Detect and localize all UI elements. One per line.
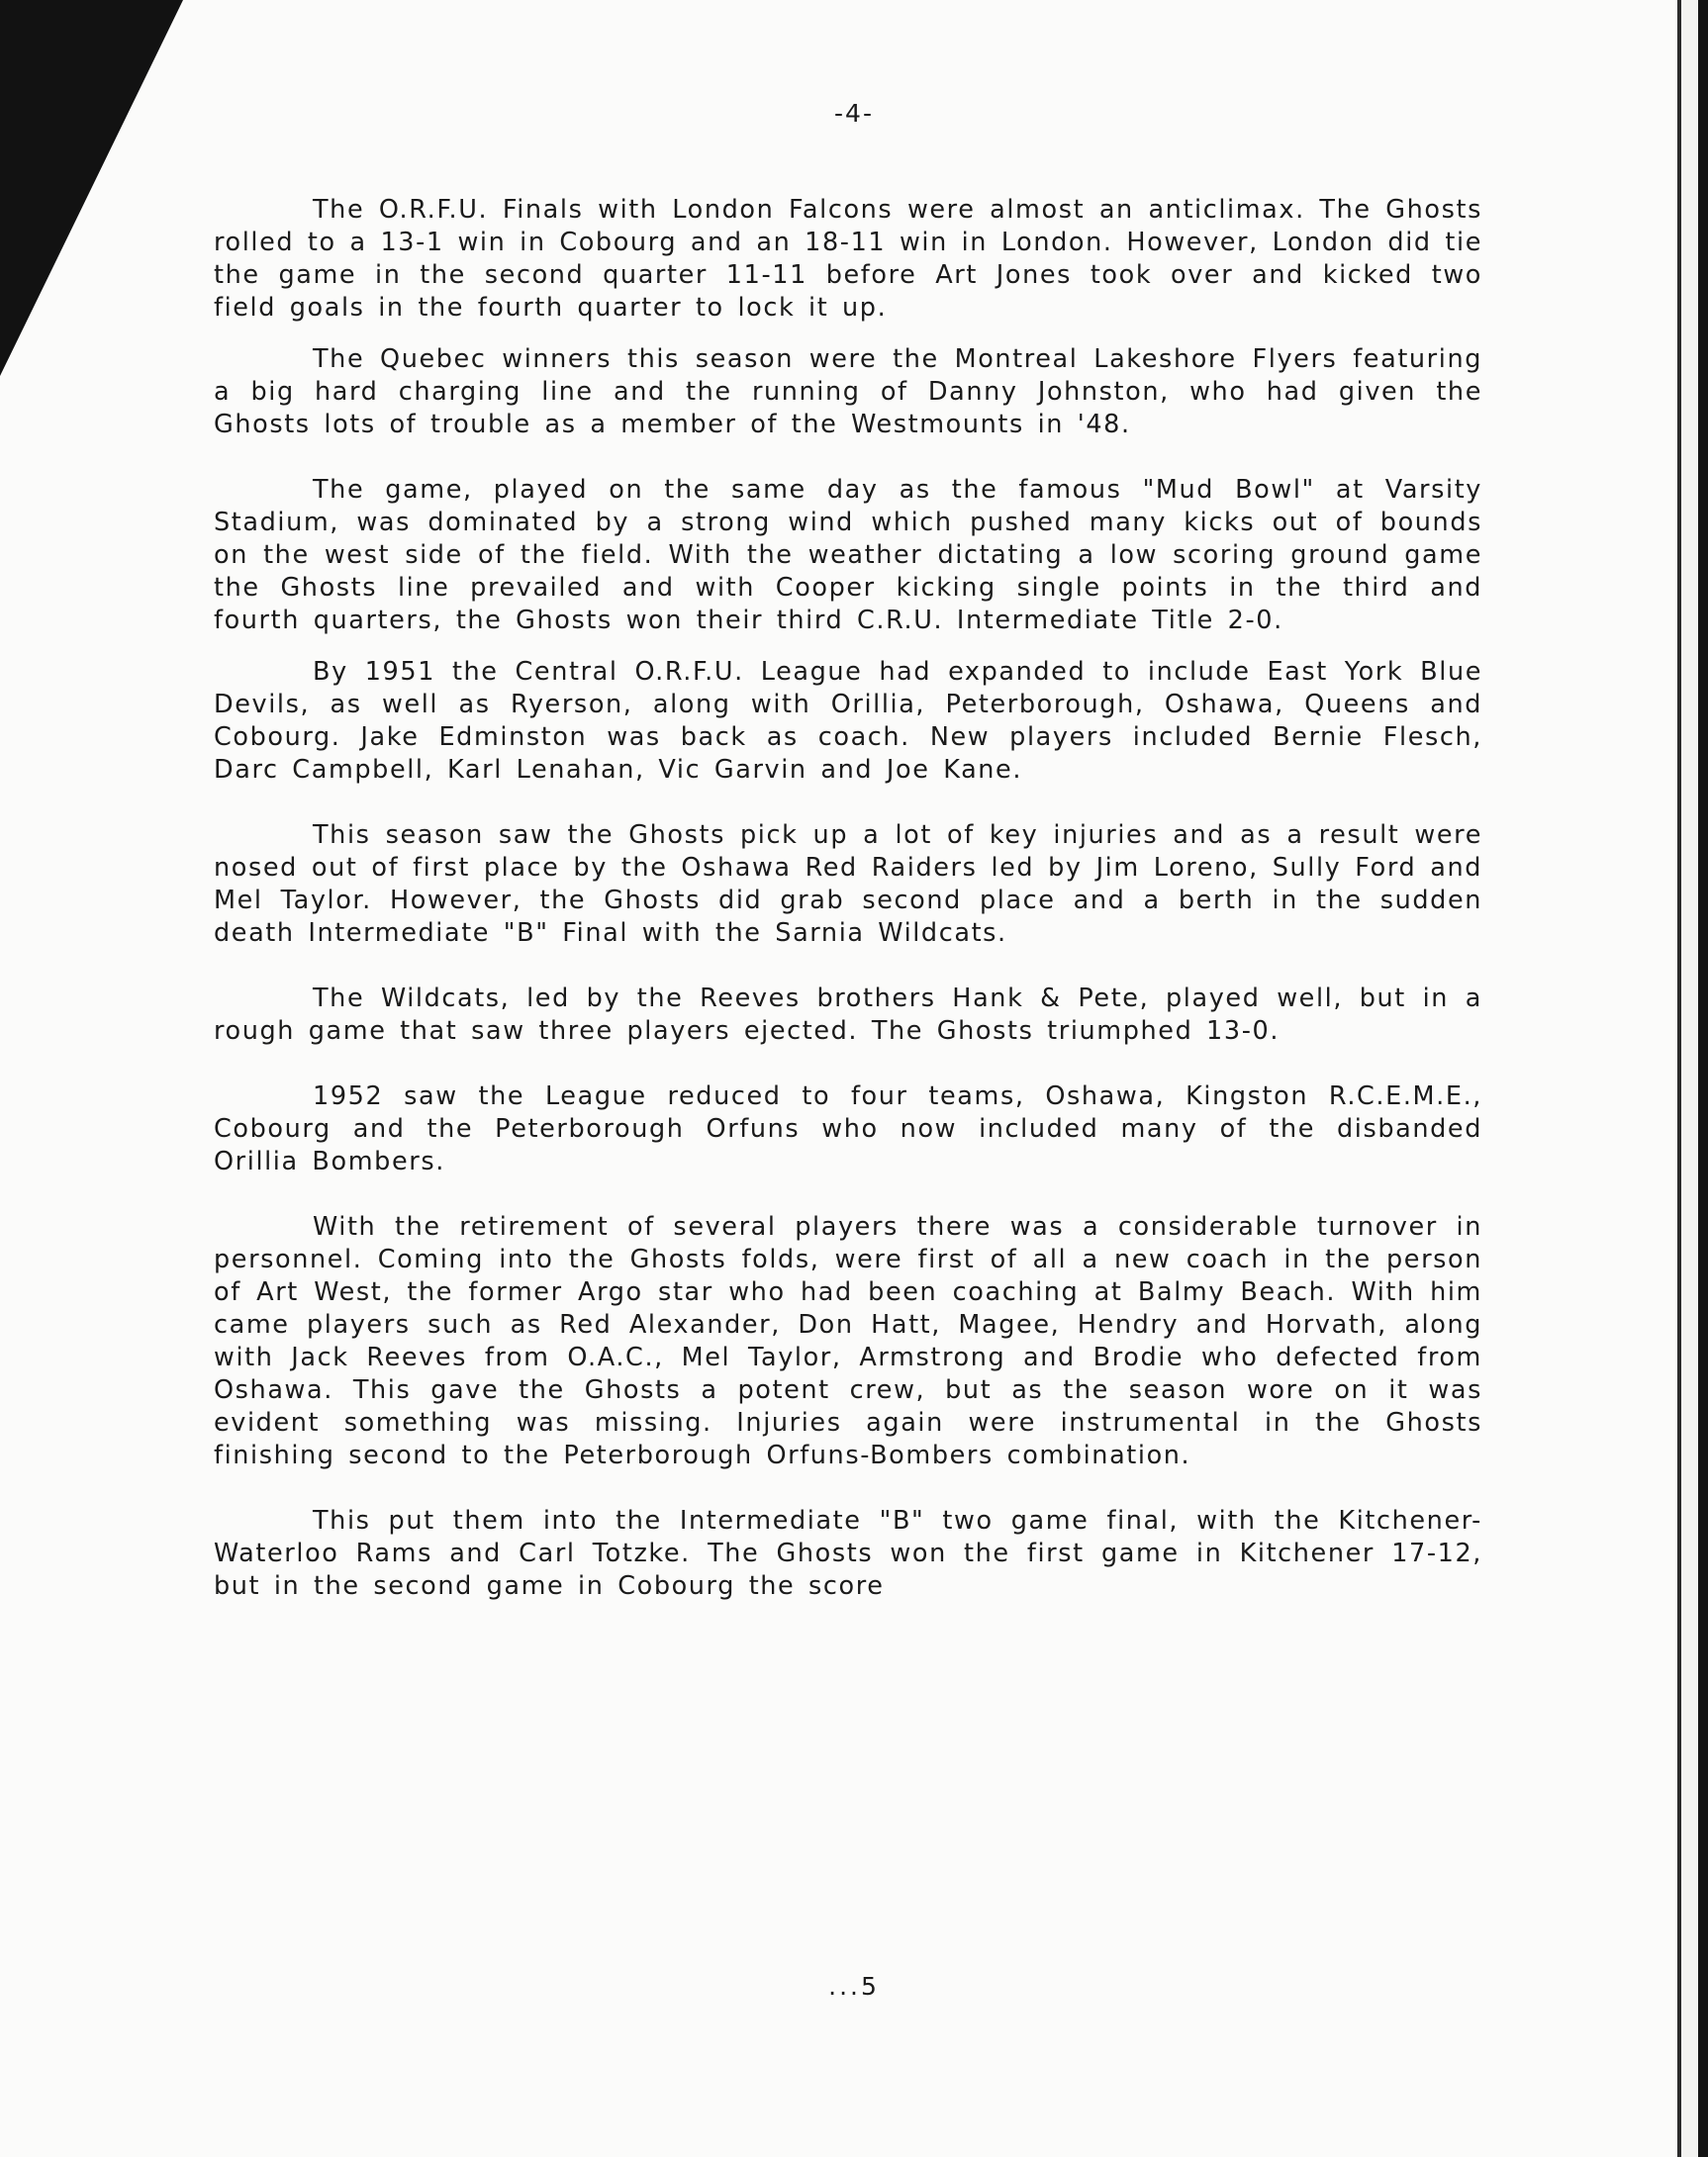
paragraph-injuries: This season saw the Ghosts pick up a lot of key injuries and as a result were nosed out of first place by the Oshawa Red Raiders led by Jim Loreno, Sully Ford and Mel Taylor. However, the Ghosts did grab second place and a berth in the sudden death Intermediate "B" Final with the Sarnia Wildcats.: [214, 820, 1482, 948]
paragraph-intermediate-final: This put them into the Intermediate "B" two game final, with the Kitchener-Waterloo Rams and Carl Totzke. The Ghosts won the first game in Kitchener 17-12, but in the second game in Cobourg the score: [214, 1506, 1482, 1601]
paragraph-mud-bowl: The game, played on the same day as the famous "Mud Bowl" at Varsity Stadium, was dominated by a strong wind which pushed many kicks out of bounds on the west side of the field. With the weather dictating a low scoring ground game the Ghosts line prevailed and with Cooper kicking single points in the third and fourth quarters, the Ghosts won their third C.R.U. Intermediate Title 2-0.: [214, 475, 1482, 635]
paragraph-wildcats: The Wildcats, led by the Reeves brothers Hank & Pete, played well, but in a rough game that saw three players ejected. The Ghosts triumphed 13-0.: [214, 984, 1482, 1046]
paragraph-1951-league: By 1951 the Central O.R.F.U. League had expanded to include East York Blue Devils, as well as Ryerson, along with Orillia, Peterborough, Oshawa, Queens and Cobourg. Jake Edminston was back as coach. New players included Bernie Flesch, Darc Campbell, Karl Lenahan, Vic Garvin and Joe Kane.: [214, 657, 1482, 785]
scan-corner-shadow: [0, 0, 183, 376]
scan-right-margin: [1681, 0, 1698, 2157]
page-number: -4-: [834, 99, 874, 128]
paragraph-quebec-winners: The Quebec winners this season were the Montreal Lakeshore Flyers featuring a big hard charging line and the running of Danny Johnston, who had given the Ghosts lots of trouble as a member of the Westmounts in '48.: [214, 344, 1482, 439]
paragraph-retirement: With the retirement of several players there was a considerable turnover in personnel. Coming into the Ghosts folds, were first of all a new coach in the person of Art West, the former Argo star who had been coaching at Balmy Beach. With him came players such as Red Alexander, Don Hatt, Magee, Hendry and Horvath, along with Jack Reeves from O.A.C., Mel Taylor, Armstrong and Brodie who defected from Oshawa. This gave the Ghosts a potent crew, but as the season wore on it was evident something was missing. Injuries again were instrumental in the Ghosts finishing second to the Peterborough Orfuns-Bombers combination.: [214, 1212, 1482, 1470]
paragraph-1952-league: 1952 saw the League reduced to four teams, Oshawa, Kingston R.C.E.M.E., Cobourg and the Peterborough Orfuns who now included many of the disbanded Orillia Bombers.: [214, 1081, 1482, 1176]
document-body: [214, 194, 1482, 1603]
paragraph-orfu-finals: The O.R.F.U. Finals with London Falcons were almost an anticlimax. The Ghosts rolled to a 13-1 win in Cobourg and an 18-11 win in London. However, London did tie the game in the second quarter 11-11 before Art Jones took over and kicked two field goals in the fourth quarter to lock it up.: [214, 195, 1482, 323]
scan-right-edge-line: [1677, 0, 1681, 2157]
page-continuation-marker: ...5: [828, 1972, 880, 2001]
scan-right-edge: [1698, 0, 1708, 2157]
